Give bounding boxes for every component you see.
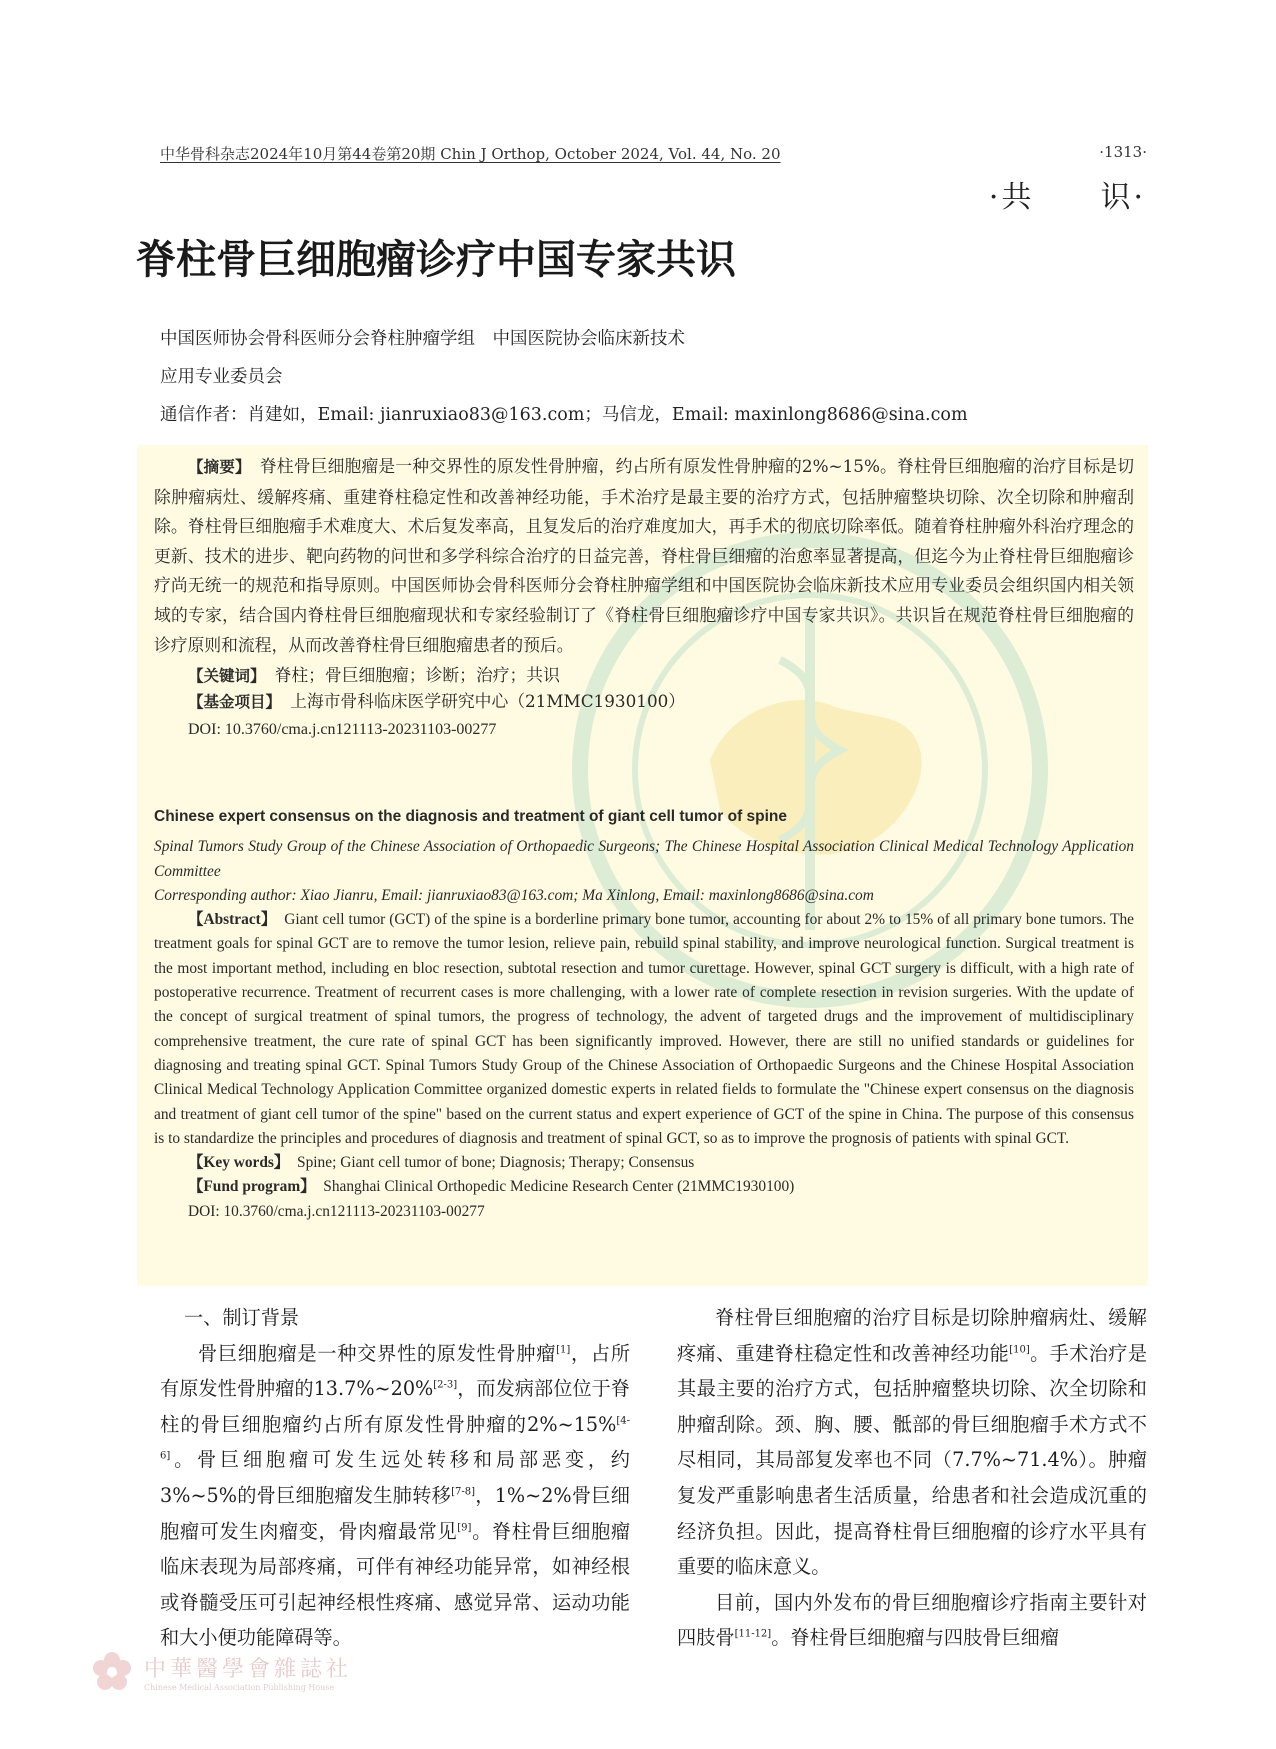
chinese-abstract xyxy=(154,452,1134,745)
text-run: 脊柱骨巨细胞瘤的治疗目标是切除肿瘤病灶、缓解疼痛、重建脊柱稳定性和改善神经功能 xyxy=(677,1306,1147,1365)
publisher-name-en: Chinese Medical Association Publishing House xyxy=(144,1683,335,1692)
publisher-watermark xyxy=(90,1650,352,1694)
citation-ref: [7-8] xyxy=(451,1486,475,1498)
english-fund-line xyxy=(154,1175,1134,1199)
text-run: 骨巨细胞瘤是一种交界性的原发性骨肿瘤 xyxy=(198,1341,557,1365)
column-tag: ·共 识· xyxy=(988,180,1146,215)
english-abstract-text: Giant cell tumor (GCT) of the spine is a borderline primary bone tumor, accounting for about 2% to 15% of all primary bone tumors. The treatment goals for spinal GCT are to remove the tumor lesion, relieve pain, rebuild spinal stability, and improve neurological function. Surgical treatment is the most important method, including en bloc resection, subtotal resection and tumor curettage. However, spinal GCT surgery is difficult, with a high rate of postoperative recurrence. Treatment of recurrent cases is more challenging, with a lower rate of complete resection in revision surgeries. With the update of the concept of surgical treatment of spinal tumors, the progress of technology, the advent of targeted drugs and the improvement of multidisciplinary comprehensive treatment, the cure rate of spinal GCT has been significantly improved. However, there are still no unified standards or guidelines for diagnosing and treating spinal GCT. Spinal Tumors Study Group of the Chinese Association of Orthopaedic Surgeons and the Chinese Hospital Association Clinical Medical Technology Application Committee organized domestic experts in related fields to formulate the "Chinese expert consensus on the diagnosis and treatment of giant cell tumor of the spine" based on the current status and expert experience of GCT of the spine in China. The purpose of this consensus is to standardize the principles and procedures of diagnosis and treatment of spinal GCT, so as to improve the prognosis of patients with spinal GCT. xyxy=(154,911,1135,1147)
fund-text: 上海市骨科临床医学研究中心（21MMC1930100） xyxy=(290,691,686,712)
citation-ref: [10] xyxy=(1009,1344,1030,1356)
text-run: 。骨巨细胞瘤可发生远处转移和局部恶变，约3%~5%的骨巨细胞瘤发生肺转移 xyxy=(160,1448,630,1507)
journal-citation: 中华骨科杂志2024年10月第44卷第20期 Chin J Orthop, October 2024, Vol. 44, No. 20 xyxy=(160,145,781,163)
citation-ref: [9] xyxy=(457,1522,472,1534)
left-paragraph xyxy=(160,1336,630,1656)
english-keywords-line xyxy=(154,1151,1134,1175)
left-column xyxy=(160,1300,630,1656)
text-run: 。脊柱骨巨细胞瘤与四肢骨巨细瘤 xyxy=(771,1626,1060,1650)
text-run: 。脊柱骨巨细胞瘤临床表现为局部疼痛，可伴有神经功能异常，如神经根或脊髓受压可引起神经根性疼痛、感觉异常、运动功能和大小便功能障碍等。 xyxy=(160,1519,631,1650)
publisher-name xyxy=(144,1652,352,1692)
flower-logo-icon xyxy=(90,1650,134,1694)
text-run: ，1%~2%骨巨细胞瘤可发生肉瘤变，骨肉瘤最常见 xyxy=(160,1483,630,1543)
english-title: Chinese expert consensus on the diagnosis and treatment of giant cell tumor of spine xyxy=(154,808,788,825)
author-block xyxy=(160,320,1120,434)
english-groups: Spinal Tumors Study Group of the Chinese Association of Orthopaedic Surgeons; The Chinese Hospital Association Clinical Medical Technology Application Committee xyxy=(154,838,1134,880)
abstract-label: 【摘要】 xyxy=(188,458,243,476)
english-keywords-text: Spine; Giant cell tumor of bone; Diagnosis; Therapy; Consensus xyxy=(297,1154,695,1172)
doi-line: DOI: 10.3760/cma.j.cn121113-20231103-00277 xyxy=(188,721,497,739)
text-run: ，而发病部位位于脊柱的骨巨细胞瘤约占所有原发性骨肿瘤的2%~15% xyxy=(160,1377,630,1436)
text-run: 目前，国内外发布的骨巨细胞瘤诊疗指南主要针对四肢骨 xyxy=(677,1590,1147,1650)
text-run: 。手术治疗是其最主要的治疗方式，包括肿瘤整块切除、次全切除和肿瘤刮除。颈、胸、腰、骶部的骨巨细胞瘤手术方式不尽相同，其局部复发率也不同（7.7%~71.4%）。肿瘤复发严重影响患者生活质量，给患者和社会造成沉重的经济负担。因此，提高脊柱骨巨细胞瘤的诊疗水平具有重要的临床意义。 xyxy=(677,1341,1148,1579)
article-title: 脊柱骨巨细胞瘤诊疗中国专家共识 xyxy=(136,237,736,283)
body-text xyxy=(160,1300,1147,1656)
citation-ref: [1] xyxy=(556,1344,571,1356)
author-line-1: 中国医师协会骨科医师分会脊柱肿瘤学组 中国医院协会临床新技术 xyxy=(160,329,685,349)
fund-label: 【基金项目】 xyxy=(188,693,274,712)
citation-ref: [2-3] xyxy=(433,1379,458,1391)
keywords-label: 【关键词】 xyxy=(188,667,258,686)
english-abstract xyxy=(154,805,1134,1224)
running-header xyxy=(160,143,1147,164)
english-corresponding: Corresponding author: Xiao Jianru, Email: jianruxiao83@163.com; Ma Xinlong, Email: maxinlong8686@sina.com xyxy=(154,886,874,904)
right-paragraph-1 xyxy=(677,1300,1147,1585)
chinese-abstract-body xyxy=(154,452,1134,660)
text-run: ，占所有原发性骨肿瘤的13.7%~20% xyxy=(160,1341,631,1401)
keywords-text: 脊柱；骨巨细胞瘤；诊断；治疗；共识 xyxy=(274,665,560,686)
english-fund-text: Shanghai Clinical Orthopedic Medicine Research Center (21MMC1930100) xyxy=(323,1178,795,1196)
corresponding-line: 通信作者：肖建如，Email: jianruxiao83@163.com；马信龙，Email: maxinlong8686@sina.com xyxy=(160,405,968,425)
section-heading: 一、制订背景 xyxy=(184,1306,300,1329)
english-abstract-body xyxy=(154,908,1134,1151)
english-fund-label: 【Fund program】 xyxy=(188,1178,308,1196)
right-column xyxy=(677,1300,1147,1656)
english-keywords-label: 【Key words】 xyxy=(188,1154,282,1172)
english-doi-line: DOI: 10.3760/cma.j.cn121113-20231103-00277 xyxy=(188,1202,485,1220)
right-paragraph-2 xyxy=(677,1585,1147,1656)
abstract-text: 脊柱骨巨细胞瘤是一种交界性的原发性骨肿瘤，约占所有原发性骨肿瘤的2%~15%。脊柱骨巨细胞瘤的治疗目标是切除肿瘤病灶、缓解疼痛、重建脊柱稳定性和改善神经功能，手术治疗是最主要的治疗方式，包括肿瘤整块切除、次全切除和肿瘤刮除。脊柱骨巨细胞瘤手术难度大、术后复发率高，且复发后的治疗难度加大，再手术的彻底切除率低。随着脊柱肿瘤外科治疗理念的更新、技术的进步、靶向药物的问世和多学科综合治疗的日益完善，脊柱骨巨细瘤的治愈率显著提高，但迄今为止脊柱骨巨细胞瘤诊疗尚无统一的规范和指导原则。中国医师协会骨科医师分会脊柱肿瘤学组和中国医院协会临床新技术应用专业委员会组织国内相关领域的专家，结合国内脊柱骨巨细胞瘤现状和专家经验制订了《脊柱骨巨细胞瘤诊疗中国专家共识》。共识旨在规范脊柱骨巨细胞瘤的诊疗原则和流程，从而改善脊柱骨巨细胞瘤患者的预后。 xyxy=(154,456,1134,655)
english-abstract-label: 【Abstract】 xyxy=(188,911,269,929)
publisher-name-cn: 中華醫學會雜誌社 xyxy=(144,1657,353,1682)
author-line-2: 应用专业委员会 xyxy=(160,367,283,387)
page-number: ·1313· xyxy=(1099,143,1147,161)
citation-ref: [4-6] xyxy=(160,1415,630,1462)
citation-ref: [11-12] xyxy=(734,1628,772,1640)
